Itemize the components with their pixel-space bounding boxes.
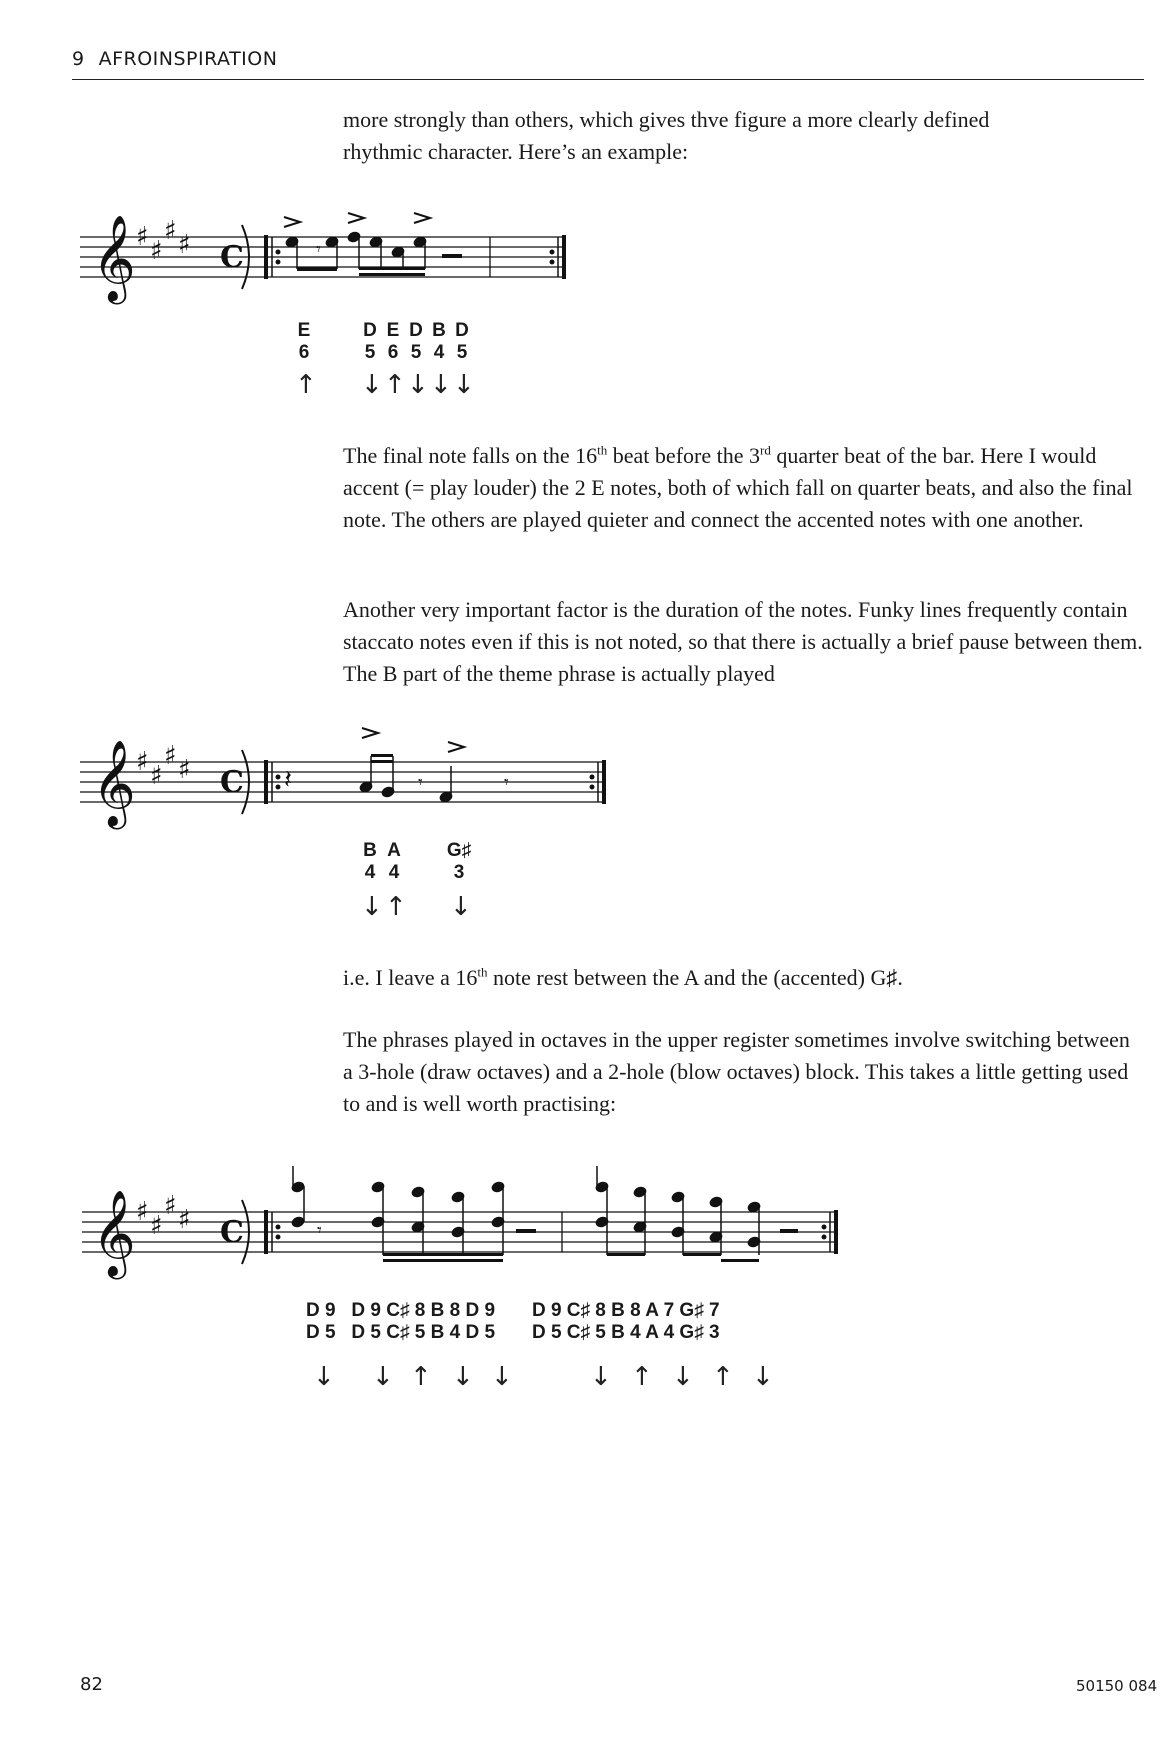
tab3-arrow-4: ↓	[452, 1362, 474, 1392]
music-staff-2	[70, 720, 610, 860]
tab3-arrow-2: ↓	[372, 1362, 394, 1392]
svg-text:♯: ♯	[136, 747, 149, 777]
chapter-number: 9	[72, 48, 85, 70]
svg-text:𝄞: 𝄞	[92, 1190, 136, 1276]
tab2-arrow-2: ↑	[385, 892, 407, 922]
paragraph-1: more strongly than others, which gives thve figure a more clearly defined rhythmic character. Here’s an example:	[343, 107, 990, 164]
tab1-arrow-2: ↓	[361, 370, 383, 400]
tab3-arrow-6: ↓	[590, 1362, 612, 1392]
tab1-col-6: D 5	[455, 320, 469, 363]
music-staff-1	[70, 195, 570, 335]
svg-text:𝄽: 𝄽	[284, 765, 292, 795]
svg-text:♯: ♯	[178, 1205, 191, 1235]
tab2-col-1: B 4	[363, 840, 377, 883]
running-header	[72, 48, 277, 70]
tab3-arrow-1: ↓	[313, 1362, 335, 1392]
tab1-arrow-6: ↓	[453, 370, 475, 400]
tab2-arrow-1: ↓	[361, 892, 383, 922]
svg-text:𝄞: 𝄞	[92, 215, 136, 301]
header-rule	[72, 79, 1144, 80]
svg-text:♯: ♯	[150, 236, 163, 266]
svg-text:C: C	[220, 1215, 244, 1250]
tab3-arrow-7: ↑	[631, 1362, 653, 1392]
svg-text:♯: ♯	[164, 216, 177, 246]
tab3-arrow-10: ↓	[752, 1362, 774, 1392]
paragraph-3: Another very important factor is the duration of the notes. Funky lines frequently contain staccato notes even if this is not noted, so that there is actually a brief pause between them. The B part of the theme phrase is actually played	[343, 597, 1143, 686]
tab2-col-2: A 4	[387, 840, 401, 883]
svg-text:♯: ♯	[136, 222, 149, 252]
tab3-arrow-5: ↓	[491, 1362, 513, 1392]
tab1-col-1: E 6	[297, 320, 311, 363]
svg-text:𝄾: 𝄾	[316, 239, 321, 260]
tab1-col-3: E 6	[386, 320, 400, 363]
catalog-code: 50150 084	[1076, 1677, 1158, 1695]
tab1-arrow-4: ↓	[407, 370, 429, 400]
tab3-top-line: D 9 D 9 C♯ 8 B 8 D 9 D 9 C♯ 8 B 8 A 7 G♯ 7	[306, 1300, 720, 1321]
tab3-arrow-8: ↓	[672, 1362, 694, 1392]
tab3-bottom-line: D 5 D 5 C♯ 5 B 4 D 5 D 5 C♯ 5 B 4 A 4 G♯ 3	[306, 1322, 720, 1343]
svg-text:𝄾: 𝄾	[317, 1220, 322, 1241]
svg-text:♯: ♯	[164, 1191, 177, 1221]
page-number: 82	[80, 1674, 103, 1695]
tab2-col-3: G♯ 3	[446, 840, 472, 883]
svg-text:♯: ♯	[164, 741, 177, 771]
tab1-arrow-3: ↑	[384, 370, 406, 400]
tab1-arrow-5: ↓	[430, 370, 452, 400]
paragraph-4: i.e. I leave a 16th note rest between the A and the (accented) G♯.	[343, 964, 903, 990]
svg-text:𝄾: 𝄾	[418, 772, 423, 793]
tab1-col-2: D 5	[363, 320, 377, 363]
svg-text:C: C	[220, 240, 244, 275]
svg-text:♯: ♯	[178, 230, 191, 260]
svg-text:♯: ♯	[150, 761, 163, 791]
tab1-arrow-1: ↑	[295, 370, 317, 400]
tab1-col-5: B 4	[432, 320, 446, 363]
tab3-arrow-9: ↑	[712, 1362, 734, 1392]
svg-text:C: C	[220, 765, 244, 800]
paragraph-5: The phrases played in octaves in the upper register sometimes involve switching between a 3-hole (draw octaves) and a 2-hole (blow octaves) block. This takes a little getting used to and is well worth practising:	[343, 1027, 1130, 1116]
chapter-title: AFROINSPIRATION	[98, 48, 278, 70]
svg-text:♯: ♯	[136, 1197, 149, 1227]
paragraph-2: The final note falls on the 16th beat before the 3rd quarter beat of the bar. Here I would accent (= play louder) the 2 E notes, both of which fall on quarter beats, and also the final note. The others are played quieter and connect the accented notes with one another.	[343, 442, 1133, 532]
svg-text:𝄞: 𝄞	[92, 740, 136, 826]
svg-text:𝄾: 𝄾	[504, 772, 509, 793]
tab1-col-4: D 5	[409, 320, 423, 363]
tab2-arrow-3: ↓	[450, 892, 472, 922]
music-staff-3	[72, 1150, 842, 1300]
tab3-arrow-3: ↑	[410, 1362, 432, 1392]
svg-text:♯: ♯	[150, 1211, 163, 1241]
svg-text:♯: ♯	[178, 755, 191, 785]
